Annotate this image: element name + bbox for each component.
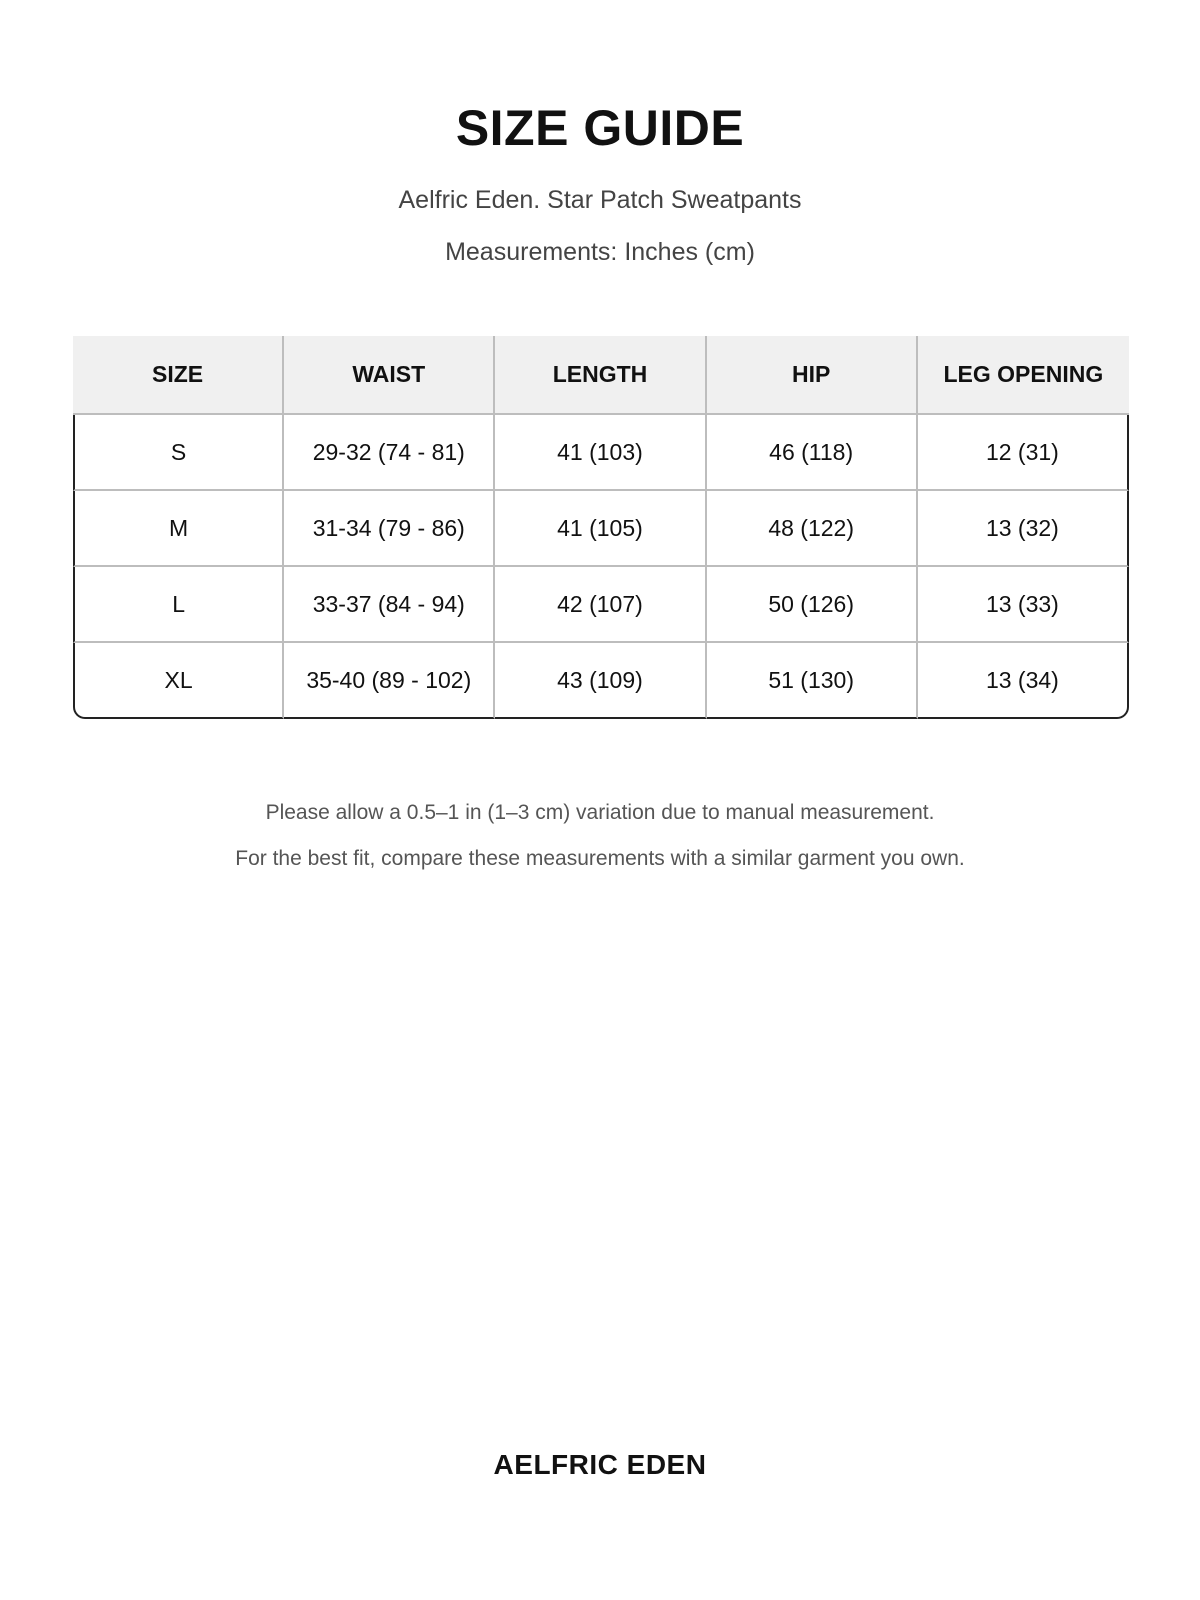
cell-leg-opening: 12 (31) xyxy=(918,415,1129,491)
cell-waist: 35-40 (89 - 102) xyxy=(284,643,495,719)
product-name: Aelfric Eden. Star Patch Sweatpants xyxy=(398,186,802,214)
cell-leg-opening: 13 (33) xyxy=(918,567,1129,643)
table-row xyxy=(73,415,1129,491)
cell-hip: 46 (118) xyxy=(707,415,918,491)
cell-size: L xyxy=(73,567,284,643)
cell-hip: 51 (130) xyxy=(707,643,918,719)
size-table xyxy=(73,336,1129,719)
measurement-units: Measurements: Inches (cm) xyxy=(445,238,755,266)
brand-logo-text: AELFRIC EDEN xyxy=(493,1449,707,1480)
variation-note: Please allow a 0.5–1 in (1–3 cm) variation due to manual measurement. xyxy=(265,801,935,824)
column-header-hip: HIP xyxy=(707,336,918,415)
column-header-leg-opening: LEG OPENING xyxy=(918,336,1129,415)
cell-length: 43 (109) xyxy=(495,643,706,719)
cell-hip: 50 (126) xyxy=(707,567,918,643)
cell-length: 41 (105) xyxy=(495,491,706,567)
column-header-size: SIZE xyxy=(73,336,284,415)
cell-waist: 29-32 (74 - 81) xyxy=(284,415,495,491)
table-header-row xyxy=(73,336,1129,415)
cell-size: XL xyxy=(73,643,284,719)
size-table-container xyxy=(73,336,1129,719)
cell-length: 41 (103) xyxy=(495,415,706,491)
column-header-length: LENGTH xyxy=(495,336,706,415)
table-row xyxy=(73,643,1129,719)
cell-size: S xyxy=(73,415,284,491)
table-row xyxy=(73,491,1129,567)
fit-tip-note: For the best fit, compare these measurements with a similar garment you own. xyxy=(235,847,965,870)
cell-size: M xyxy=(73,491,284,567)
cell-waist: 31-34 (79 - 86) xyxy=(284,491,495,567)
page-title: SIZE GUIDE xyxy=(455,100,745,156)
cell-length: 42 (107) xyxy=(495,567,706,643)
table-row xyxy=(73,567,1129,643)
cell-hip: 48 (122) xyxy=(707,491,918,567)
cell-leg-opening: 13 (32) xyxy=(918,491,1129,567)
column-header-waist: WAIST xyxy=(284,336,495,415)
cell-leg-opening: 13 (34) xyxy=(918,643,1129,719)
cell-waist: 33-37 (84 - 94) xyxy=(284,567,495,643)
